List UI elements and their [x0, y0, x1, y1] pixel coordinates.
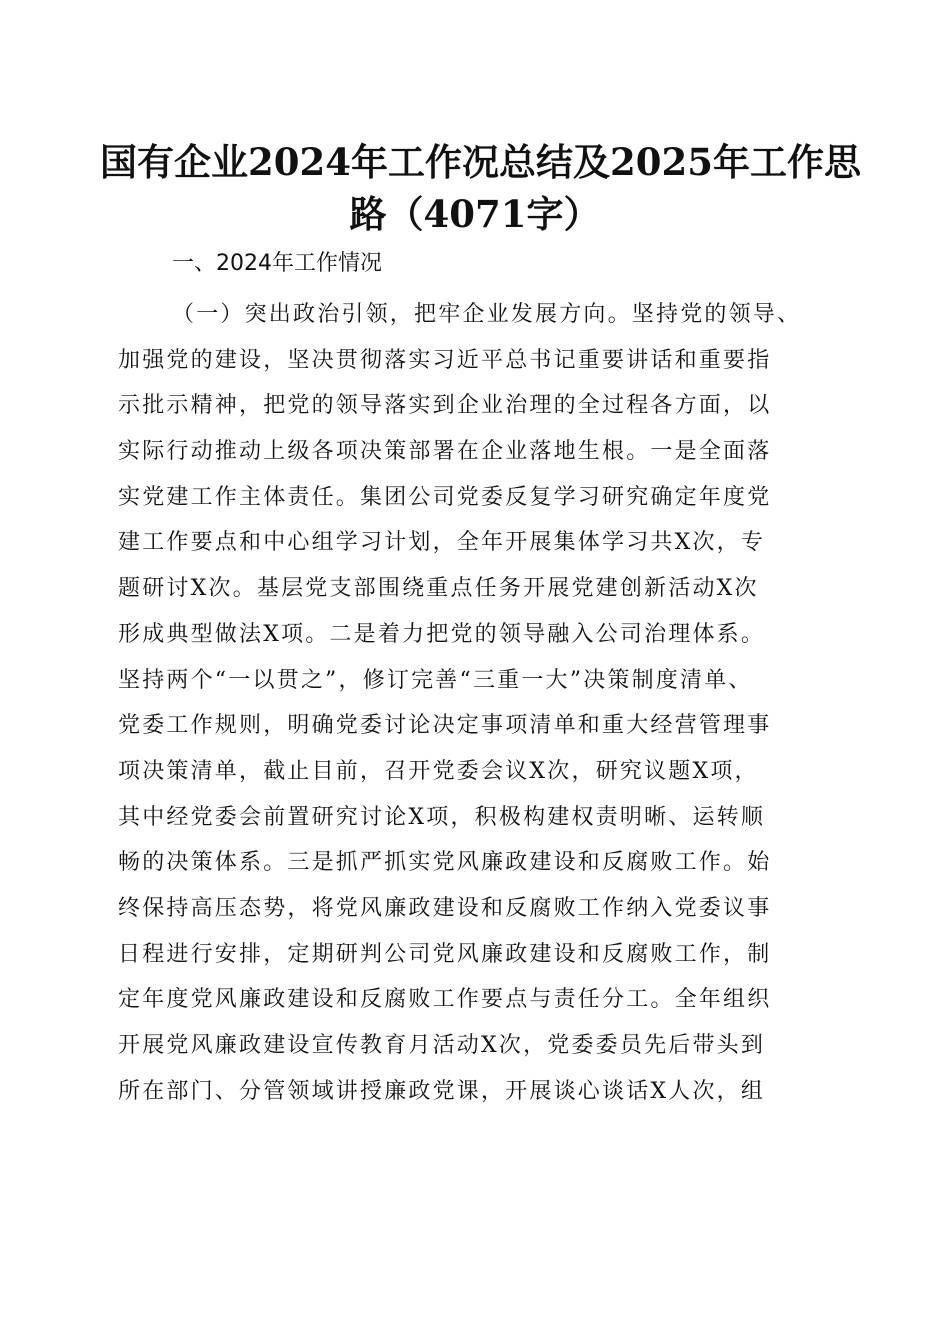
paragraph-line: 实党建工作主体责任。集团公司党委反复学习研究确定年度党	[118, 484, 772, 510]
paragraph-line: 坚持两个“一以贯之”，修订完善“三重一大”决策制度清单、	[118, 667, 753, 693]
paragraph-line: （一）突出政治引领，把牢企业发展方向。坚持党的领导、	[172, 302, 802, 327]
paragraph-line: 形成典型做法X项。二是着力把党的领导融入公司治理体系。	[118, 621, 766, 647]
paragraph-line: 所在部门、分管领域讲授廉政党课，开展谈心谈话X人次，组	[118, 1078, 766, 1104]
paragraph-line: 建工作要点和中心组学习计划，全年开展集体学习共X次，专	[118, 530, 766, 556]
paragraph-line: 日程进行安排，定期研判公司党风廉政建设和反腐败工作，制	[118, 941, 772, 967]
paragraph-line: 开展党风廉政建设宣传教育月活动X次，党委委员先后带头到	[118, 1033, 766, 1058]
paragraph-line: 实际行动推动上级各项决策部署在企业落地生根。一是全面落	[118, 439, 772, 465]
title-line-1: 国有企业2024年工作况总结及2025年工作思	[100, 140, 861, 184]
document-title	[100, 136, 861, 240]
paragraph-line: 定年度党风廉政建设和反腐败工作要点与责任分工。全年组织	[118, 987, 772, 1013]
paragraph-line: 畅的决策体系。三是抓严抓实党风廉政建设和反腐败工作。始	[118, 850, 772, 876]
title-line-2: 路（4071字）	[349, 192, 601, 236]
section-heading: 一、2024年工作情况	[172, 251, 382, 276]
paragraph-line: 示批示精神，把党的领导落实到企业治理的全过程各方面，以	[118, 393, 772, 419]
paragraph-line: 加强党的建设，坚决贯彻落实习近平总书记重要讲话和重要指	[118, 347, 772, 373]
body-paragraph	[118, 292, 838, 1114]
paragraph-line: 项决策清单，截止目前，召开党委会议X次，研究议题X项，	[118, 758, 759, 784]
paragraph-line: 题研讨X次。基层党支部围绕重点任务开展党建创新活动X次	[118, 576, 759, 602]
paragraph-line: 其中经党委会前置研究讨论X项，积极构建权责明晰、运转顺	[118, 804, 766, 830]
paragraph-line: 终保持高压态势，将党风廉政建设和反腐败工作纳入党委议事	[118, 895, 772, 921]
paragraph-line: 党委工作规则，明确党委讨论决定事项清单和重大经营管理事	[118, 713, 772, 739]
